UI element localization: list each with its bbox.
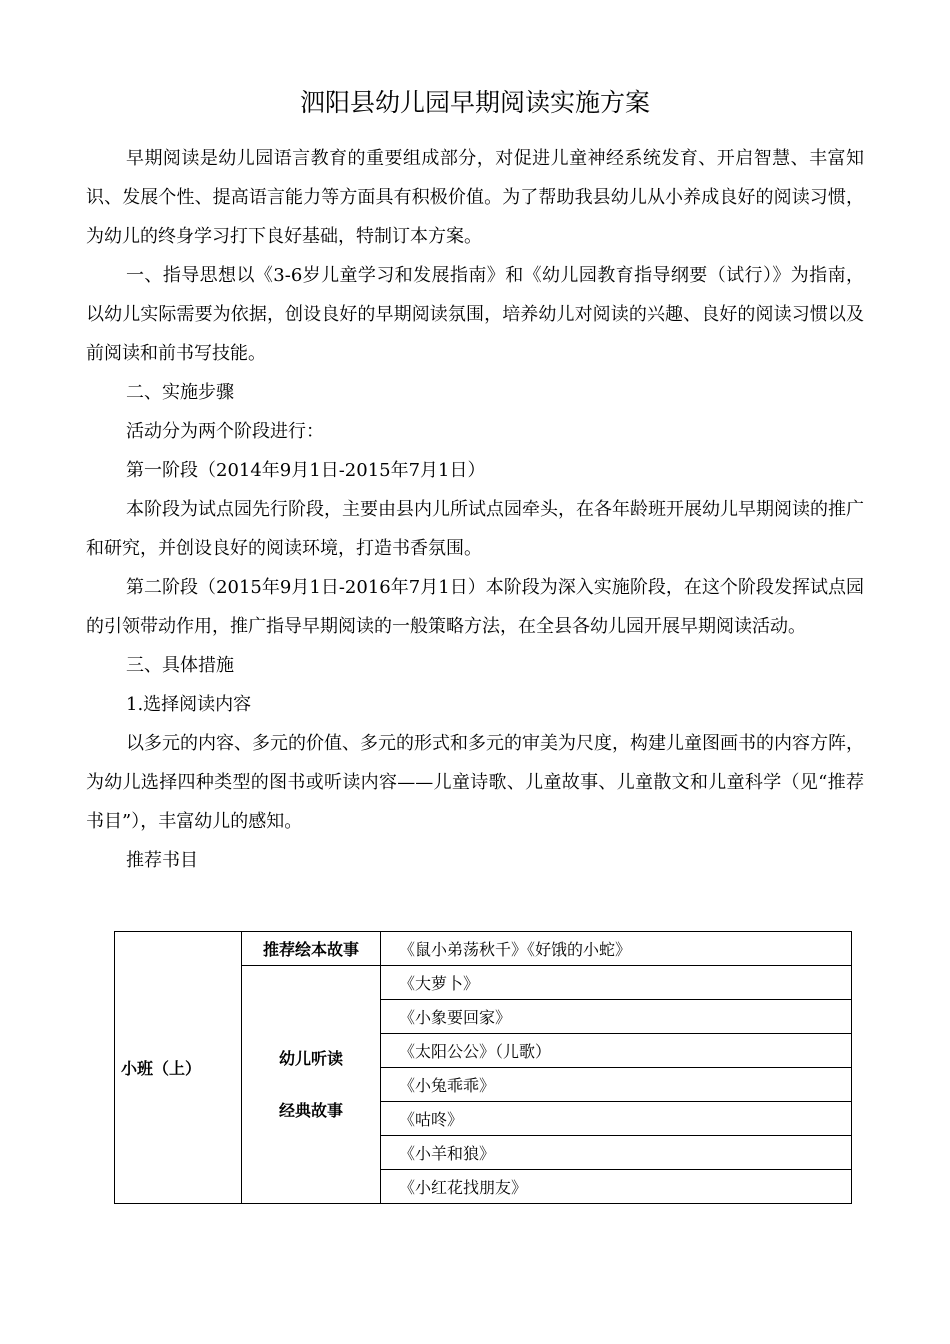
grade-cell: 小班（上） xyxy=(115,932,242,1204)
picture-book-titles-cell: 《鼠小弟荡秋千》《好饿的小蛇》 xyxy=(381,932,852,966)
book-title-cell: 《小象要回家》 xyxy=(381,1000,852,1034)
book-title-cell: 《大萝卜》 xyxy=(381,966,852,1000)
heading-select-content: 1.选择阅读内容 xyxy=(126,694,252,715)
book-title-cell: 《小羊和狼》 xyxy=(381,1136,852,1170)
paragraph-stage-one: 第一阶段（2014年9月1日-2015年7月1日） xyxy=(126,460,486,481)
listening-category-cell xyxy=(242,966,381,1204)
book-title-cell: 《太阳公公》（儿歌） xyxy=(381,1034,852,1068)
paragraph-stage-two: 第二阶段（2015年9月1日-2016年7月1日）本阶段为深入实施阶段，在这个阶段发挥试点园的引领带动作用，推广指导早期阅读的一般策略方法，在全县各幼儿园开展早期阅读活动。 xyxy=(86,577,864,637)
document-title: 泗阳县幼儿园早期阅读实施方案 xyxy=(299,88,650,117)
heading-measures: 三、具体措施 xyxy=(126,655,234,676)
book-title-cell: 《小兔乖乖》 xyxy=(381,1068,852,1102)
table-row xyxy=(115,932,852,966)
listening-category-line-1: 幼儿听读 xyxy=(278,1048,343,1068)
heading-recommended-books: 推荐书目 xyxy=(126,850,198,871)
paragraph-two-stages: 活动分为两个阶段进行： xyxy=(126,421,324,442)
book-title-cell: 《咕咚》 xyxy=(381,1102,852,1136)
paragraph-stage-one-detail: 本阶段为试点园先行阶段，主要由县内儿所试点园牵头，在各年龄班开展幼儿早期阅读的推广和研究，并创设良好的阅读环境，打造书香氛围。 xyxy=(86,499,864,559)
book-title-cell: 《小红花找朋友》 xyxy=(381,1170,852,1204)
recommended-books-table-wrap xyxy=(114,931,852,1204)
paragraph-content-matrix: 以多元的内容、多元的价值、多元的形式和多元的审美为尺度，构建儿童图画书的内容方阵，为幼儿选择四种类型的图书或听读内容——儿童诗歌、儿童故事、儿童散文和儿童科学（见“推荐书目”），丰富幼儿的感知。 xyxy=(86,733,864,832)
document-body xyxy=(86,139,864,880)
heading-implementation-steps: 二、实施步骤 xyxy=(126,382,234,403)
paragraph-intro: 早期阅读是幼儿园语言教育的重要组成部分，对促进儿童神经系统发育、开启智慧、丰富知识、发展个性、提高语言能力等方面具有积极价值。为了帮助我县幼儿从小养成良好的阅读习惯，为幼儿的终身学习打下良好基础，特制订本方案。 xyxy=(86,148,864,247)
paragraph-guiding-thought: 一、指导思想以《3-6岁儿童学习和发展指南》和《幼儿园教育指导纲要（试行）》为指南，以幼儿实际需要为依据，创设良好的早期阅读氛围，培养幼儿对阅读的兴趣、良好的阅读习惯以及前阅读和前书写技能。 xyxy=(86,265,864,364)
picture-book-category-cell: 推荐绘本故事 xyxy=(242,932,381,966)
recommended-books-table xyxy=(114,931,852,1204)
listening-category-line-2: 经典故事 xyxy=(278,1100,343,1120)
